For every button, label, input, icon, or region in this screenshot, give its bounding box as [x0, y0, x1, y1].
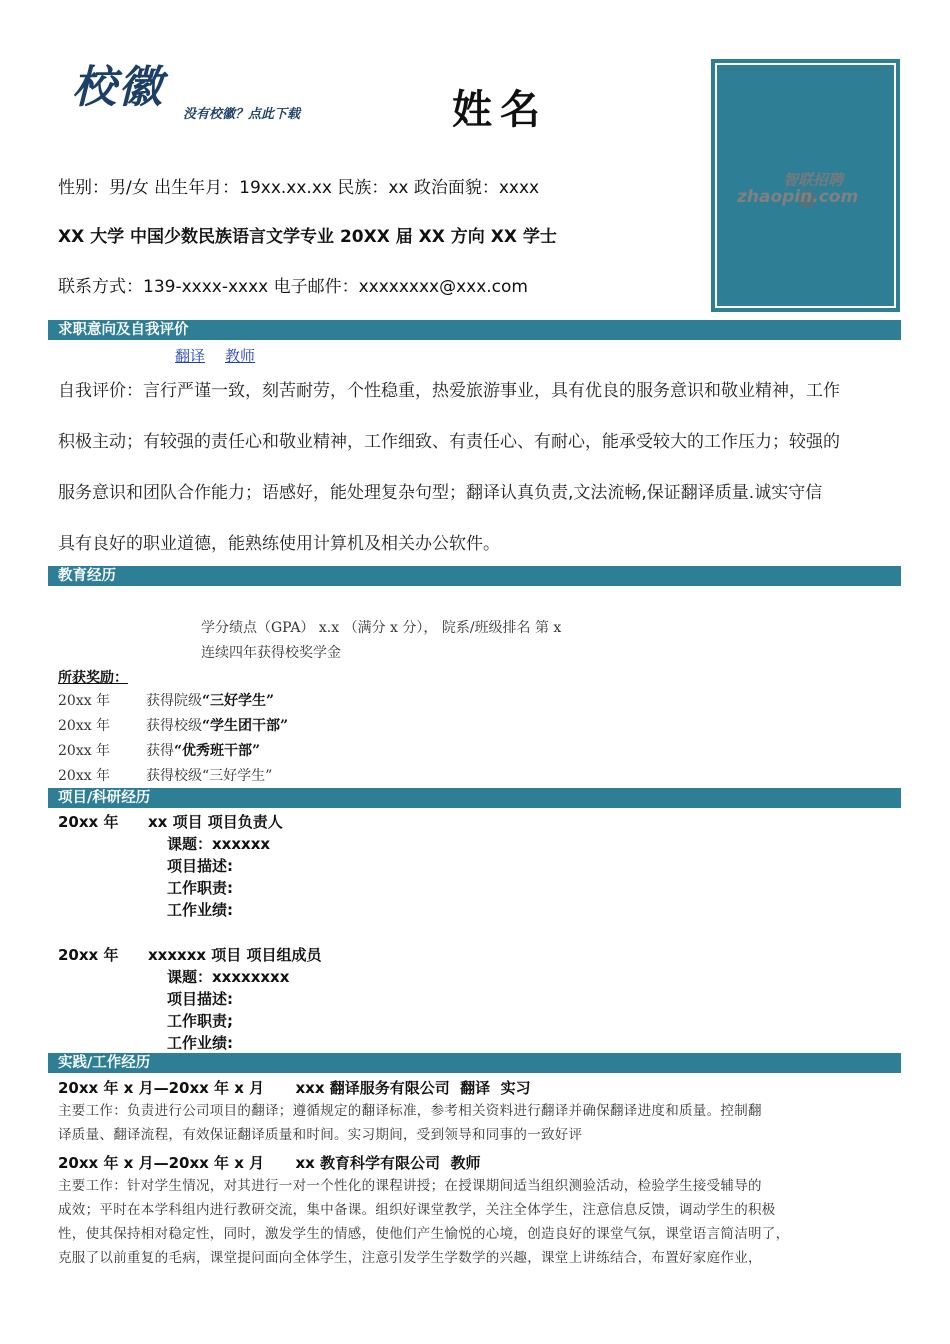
watermark-text-top: 智联招聘	[783, 171, 844, 189]
project-field: 项目描述:	[167, 990, 233, 1008]
name-title: 姓名	[452, 87, 548, 133]
award-item	[146, 715, 288, 735]
self-evaluation	[58, 366, 900, 570]
photo-frame-inner	[715, 63, 896, 308]
awards-title: 所获奖励：	[58, 670, 128, 686]
project-title: xxxxxx 项目 项目组成员	[148, 946, 322, 964]
contact-info-line: 联系方式：139-xxxx-xxxx 电子邮件：xxxxxxxx@xxx.com	[58, 277, 528, 297]
project-field: 工作业绩:	[167, 901, 233, 919]
work-desc-line: 主要工作：负责进行公司项目的翻译；遵循规定的翻译标准，参考相关资料进行翻译并确保翻译进度和质量。控制翻	[58, 1103, 762, 1119]
photo-placeholder[interactable]	[711, 59, 900, 312]
education-summary-line: XX 大学 中国少数民族语言文学专业 20XX 届 XX 方向 XX 学士	[58, 227, 557, 247]
award-item	[146, 740, 260, 760]
work-description	[58, 1099, 900, 1147]
self-eval-line: 具有良好的职业道德，能熟练使用计算机及相关办公软件。	[58, 534, 500, 554]
section-header-projects: 项目/科研经历	[48, 788, 901, 808]
section-header-intent: 求职意向及自我评价	[48, 320, 901, 340]
section-header-education: 教育经历	[48, 566, 901, 586]
work-heading: 20xx 年 x 月—20xx 年 x 月 xxx 翻译服务有限公司 翻译 实习	[58, 1079, 531, 1097]
self-eval-line: 积极主动；有较强的责任心和敬业精神，工作细致、有责任心、有耐心，能承受较大的工作压力；较强的	[58, 432, 840, 452]
award-year: 20xx 年	[58, 743, 111, 759]
award-item	[146, 690, 274, 710]
watermark-text-bottom: zhaopin.com	[737, 187, 859, 207]
work-description	[58, 1174, 900, 1270]
award-prefix: 获得	[146, 743, 174, 759]
award-prefix: 获得校级	[146, 768, 202, 784]
self-eval-line: 服务意识和团队合作能力；语感好，能处理复杂句型；翻译认真负责,文法流畅,保证翻译质量.诚实守信	[58, 483, 823, 503]
award-item	[146, 765, 272, 785]
project-title: xx 项目 项目负责人	[148, 813, 283, 831]
self-eval-line: 自我评价：言行严谨一致，刻苦耐劳，个性稳重，热爱旅游事业，具有优良的服务意识和敬业精神，工作	[58, 381, 840, 401]
logo-download-link[interactable]: 没有校徽？点此下载	[183, 107, 301, 122]
scholarship-line: 连续四年获得校奖学金	[201, 645, 341, 661]
award-year: 20xx 年	[58, 693, 111, 709]
award-title: “优秀班干部”	[174, 743, 261, 759]
work-desc-line: 克服了以前重复的毛病，课堂提问面向全体学生，注意引发学生学数学的兴趣，课堂上讲练结合，布置好家庭作业，	[58, 1250, 762, 1266]
project-year: 20xx 年	[58, 813, 119, 831]
award-prefix: 获得院级	[146, 693, 202, 709]
project-year: 20xx 年	[58, 946, 119, 964]
award-title: “三好学生”	[202, 693, 275, 709]
work-heading: 20xx 年 x 月—20xx 年 x 月 xx 教育科学有限公司 教师	[58, 1154, 481, 1172]
project-field: 工作业绩:	[167, 1034, 233, 1052]
job-link-teacher[interactable]: 教师	[225, 347, 256, 365]
personal-info-line: 性别：男/女 出生年月：19xx.xx.xx 民族：xx 政治面貌：xxxx	[58, 178, 540, 198]
section-header-work: 实践/工作经历	[48, 1053, 901, 1073]
award-title: “三好学生”	[202, 768, 273, 784]
award-prefix: 获得校级	[146, 718, 202, 734]
school-logo: 校徽	[72, 62, 164, 113]
work-desc-line: 译质量、翻译流程，有效保证翻译质量和时间。实习期间，受到领导和同事的一致好评	[58, 1127, 583, 1143]
job-link-translation[interactable]: 翻译	[175, 347, 206, 365]
award-year: 20xx 年	[58, 768, 111, 784]
award-year: 20xx 年	[58, 718, 111, 734]
project-field: 课题：xxxxxx	[167, 835, 271, 853]
work-desc-line: 主要工作：针对学生情况，对其进行一对一个性化的课程讲授；在授课期间适当组织测验活动，检验学生接受辅导的	[58, 1178, 762, 1194]
work-desc-line: 性，使其保持相对稳定性，同时，激发学生的情感，使他们产生愉悦的心境，创造良好的课堂气氛，课堂语言简洁明了，	[58, 1226, 790, 1242]
gpa-line: 学分绩点（GPA） x.x （满分 x 分）， 院系/班级排名 第 x	[201, 620, 562, 636]
zhaopin-watermark-logo	[733, 169, 883, 209]
award-title: “学生团干部”	[202, 718, 289, 734]
project-field: 课题：xxxxxxxx	[167, 968, 290, 986]
project-field: 工作职责:	[167, 879, 233, 897]
project-field: 工作职责;	[167, 1012, 233, 1030]
project-field: 项目描述:	[167, 857, 233, 875]
work-desc-line: 成效；平时在本学科组内进行教研交流，集中备课。组织好课堂教学，关注全体学生，注意信息反馈，调动学生的积极	[58, 1202, 776, 1218]
